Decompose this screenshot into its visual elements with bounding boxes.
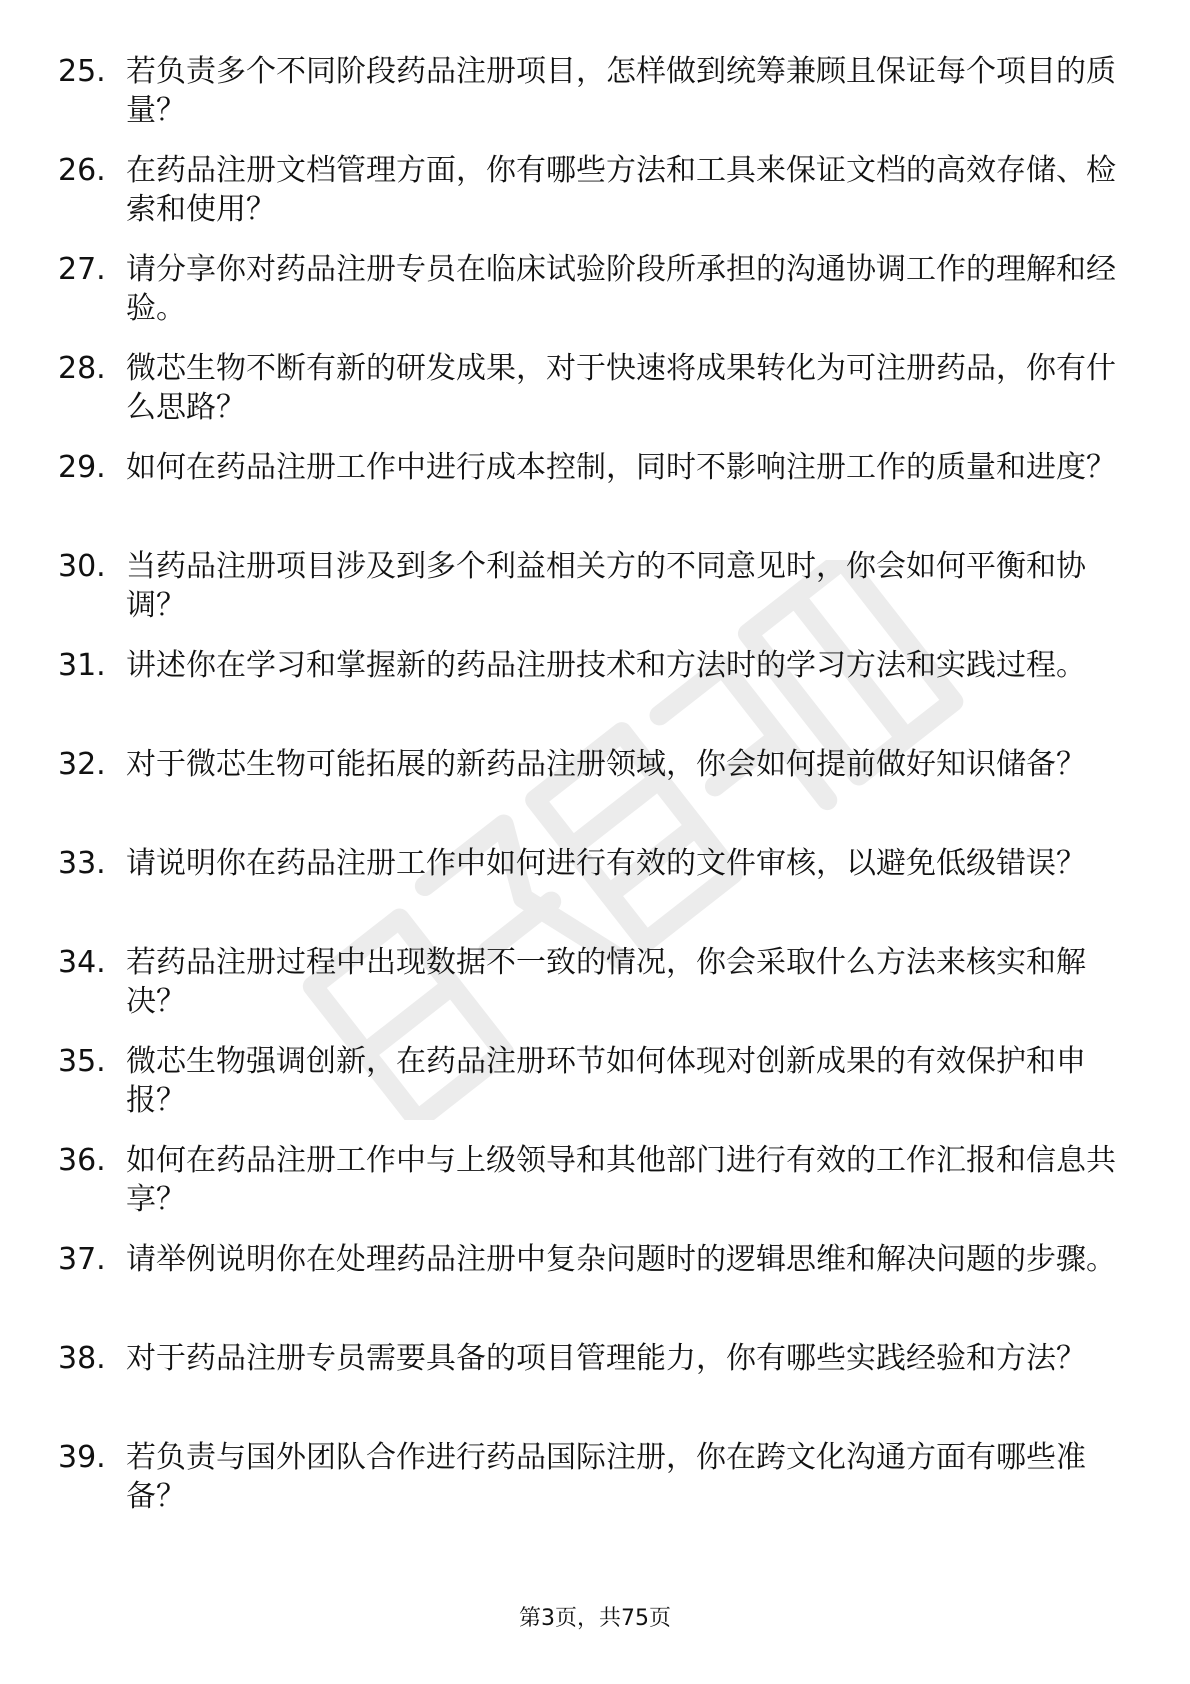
question-text: 当药品注册项目涉及到多个利益相关方的不同意见时，你会如何平衡和协调？ (126, 549, 1086, 623)
question-text: 在药品注册文档管理方面，你有哪些方法和工具来保证文档的高效存储、检索和使用？ (126, 153, 1116, 227)
question-item (58, 1042, 1118, 1141)
question-number: 34. (58, 945, 106, 980)
question-number: 38. (58, 1341, 106, 1376)
question-text: 微芯生物强调创新，在药品注册环节如何体现对创新成果的有效保护和申报？ (126, 1044, 1086, 1118)
question-text: 请分享你对药品注册专员在临床试验阶段所承担的沟通协调工作的理解和经验。 (126, 252, 1116, 326)
question-text: 若药品注册过程中出现数据不一致的情况，你会采取什么方法来核实和解决？ (126, 945, 1086, 1019)
question-item (58, 547, 1118, 646)
question-text: 微芯生物不断有新的研发成果，对于快速将成果转化为可注册药品，你有什么思路？ (126, 351, 1116, 425)
question-text: 对于微芯生物可能拓展的新药品注册领域，你会如何提前做好知识储备？ (126, 747, 1086, 782)
question-item (58, 646, 1118, 745)
question-number: 27. (58, 252, 106, 287)
question-number: 29. (58, 450, 106, 485)
question-number: 39. (58, 1440, 106, 1475)
question-text: 如何在药品注册工作中进行成本控制，同时不影响注册工作的质量和进度？ (126, 450, 1116, 485)
question-item (58, 1438, 1118, 1537)
question-number: 25. (58, 54, 106, 89)
question-item (58, 349, 1118, 448)
question-item (58, 1339, 1118, 1438)
question-number: 37. (58, 1242, 106, 1277)
question-number: 28. (58, 351, 106, 386)
question-number: 26. (58, 153, 106, 188)
question-item (58, 151, 1118, 250)
question-item (58, 1141, 1118, 1240)
question-item (58, 844, 1118, 943)
question-item (58, 250, 1118, 349)
question-item (58, 943, 1118, 1042)
question-item (58, 1240, 1118, 1339)
question-list (58, 52, 1118, 1537)
question-text: 如何在药品注册工作中与上级领导和其他部门进行有效的工作汇报和信息共享？ (126, 1143, 1116, 1217)
question-item (58, 448, 1118, 547)
question-number: 32. (58, 747, 106, 782)
question-text: 讲述你在学习和掌握新的药品注册技术和方法时的学习方法和实践过程。 (126, 648, 1086, 683)
question-number: 35. (58, 1044, 106, 1079)
question-number: 36. (58, 1143, 106, 1178)
question-text: 若负责多个不同阶段药品注册项目，怎样做到统筹兼顾且保证每个项目的质量？ (126, 54, 1116, 128)
question-item (58, 52, 1118, 151)
question-text: 请举例说明你在处理药品注册中复杂问题时的逻辑思维和解决问题的步骤。 (126, 1242, 1116, 1277)
page-footer: 第3页，共75页 (519, 1606, 671, 1631)
question-item (58, 745, 1118, 844)
question-text: 若负责与国外团队合作进行药品国际注册，你在跨文化沟通方面有哪些准备？ (126, 1440, 1086, 1514)
question-number: 30. (58, 549, 106, 584)
question-number: 33. (58, 846, 106, 881)
question-number: 31. (58, 648, 106, 683)
question-text: 请说明你在药品注册工作中如何进行有效的文件审核，以避免低级错误？ (126, 846, 1086, 881)
question-text: 对于药品注册专员需要具备的项目管理能力，你有哪些实践经验和方法？ (126, 1341, 1086, 1376)
